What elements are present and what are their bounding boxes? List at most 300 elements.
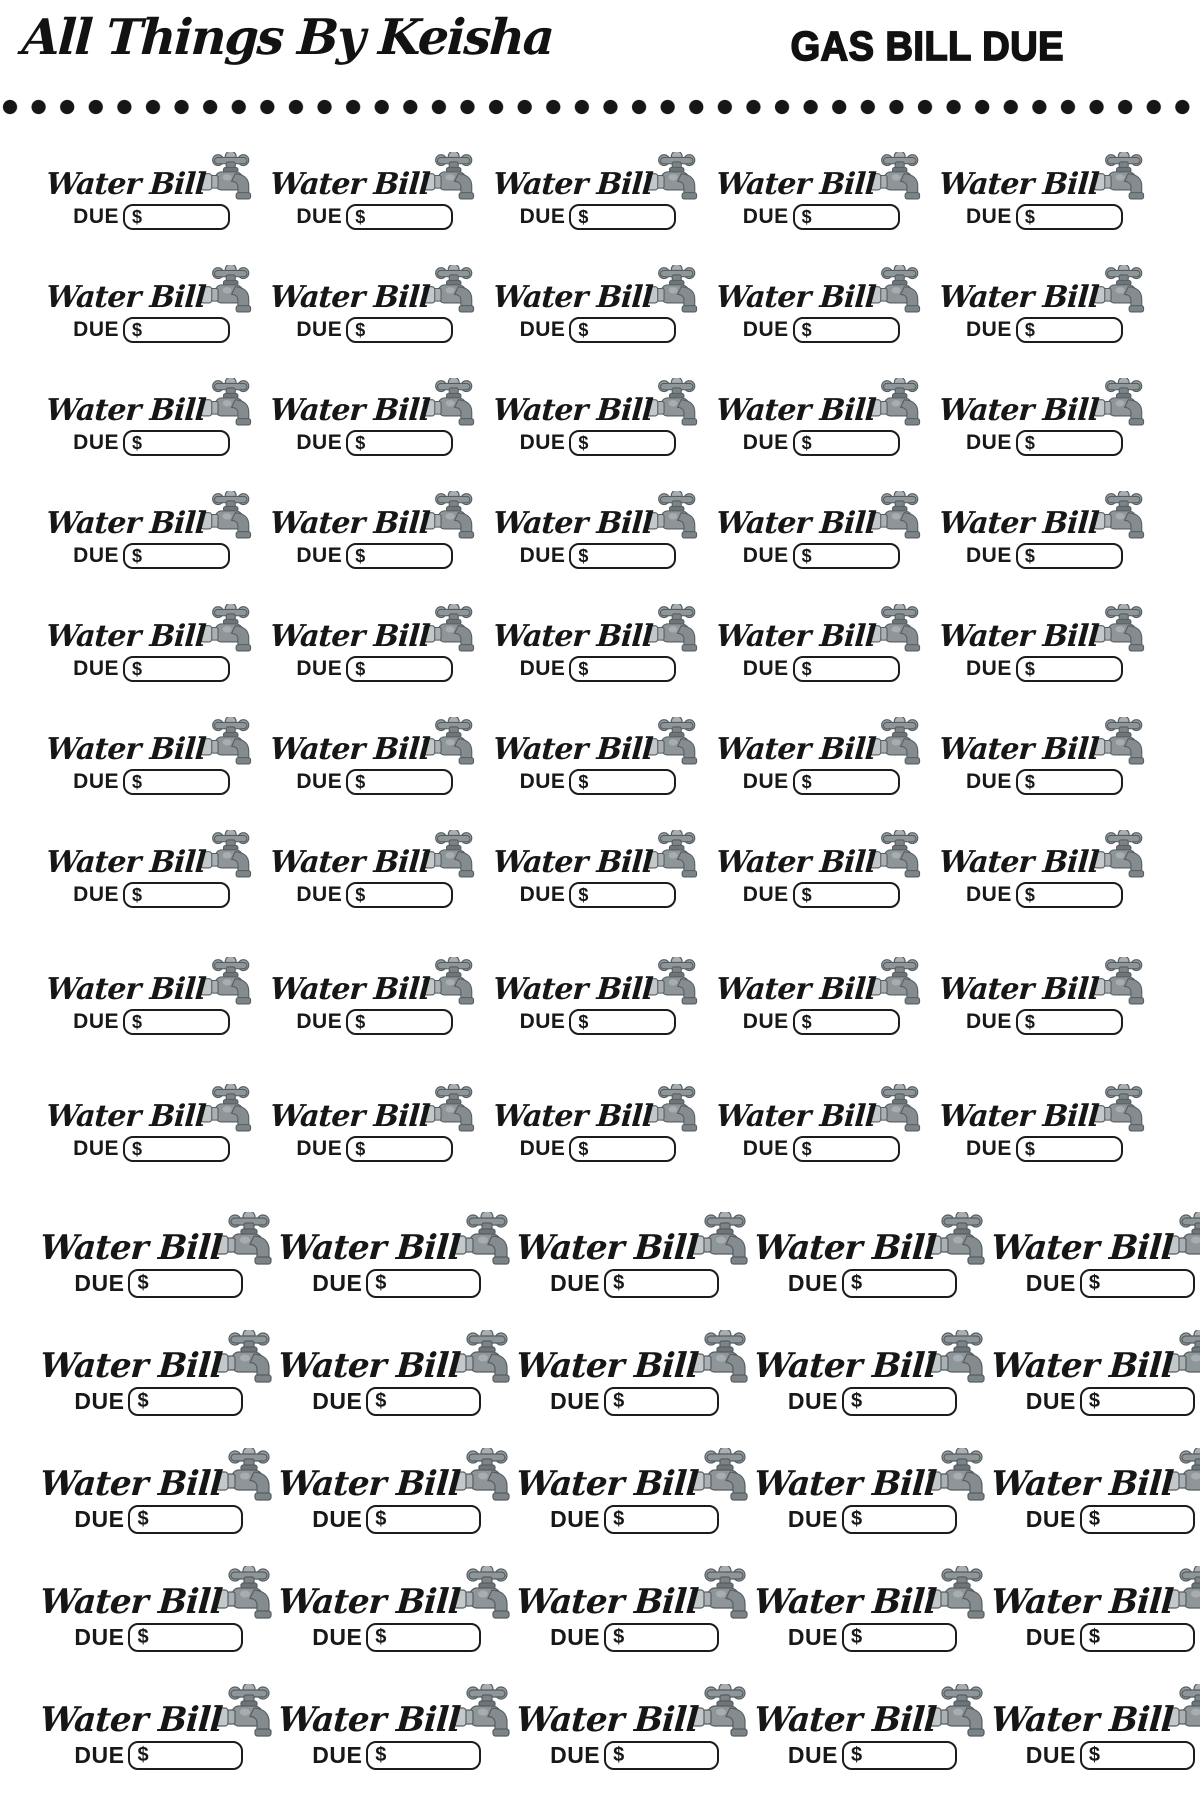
sticker-cell (40, 715, 263, 828)
sticker-title-line (716, 263, 926, 313)
currency-symbol: $ (355, 545, 366, 566)
sticker-label: Water Bill (276, 1700, 462, 1740)
sticker-label: Water Bill (45, 506, 207, 541)
water-bill-sticker (716, 1082, 926, 1162)
amount-box (793, 1136, 900, 1162)
amount-box (128, 1269, 243, 1298)
faucet-icon (690, 1448, 754, 1510)
due-label: DUE (519, 770, 566, 793)
sticker-label: Water Bill (714, 393, 877, 428)
sticker-due-line (1026, 1387, 1195, 1416)
due-label: DUE (74, 1742, 125, 1768)
sticker-due-line (743, 430, 900, 456)
currency-symbol: $ (355, 319, 366, 340)
sticker-due-line (73, 430, 230, 456)
sticker-due-line (74, 1741, 243, 1770)
sticker-cell (991, 1327, 1200, 1445)
sticker-label: Water Bill (491, 167, 654, 202)
sticker-row (40, 263, 1156, 376)
sticker-cell (933, 150, 1156, 263)
faucet-icon (422, 717, 480, 773)
sticker-row (40, 602, 1156, 715)
sticker-label: Water Bill (989, 1228, 1175, 1268)
amount-box (1080, 1505, 1195, 1534)
sticker-cell (40, 1563, 278, 1681)
water-bill-sticker (278, 1563, 516, 1652)
sticker-row (40, 1082, 1156, 1209)
sticker-title-line (989, 1445, 1200, 1504)
currency-symbol: $ (578, 206, 589, 227)
amount-box (793, 656, 900, 682)
sticker-due-line (743, 317, 900, 343)
water-bill-sticker (754, 1563, 992, 1652)
sticker-cell (486, 955, 709, 1082)
currency-symbol: $ (375, 1390, 387, 1412)
due-label: DUE (73, 205, 120, 228)
sticker-title-line (38, 1563, 278, 1622)
faucet-icon (199, 152, 257, 208)
currency-symbol: $ (1088, 1744, 1100, 1766)
water-bill-sticker (939, 150, 1149, 230)
sticker-title-line (939, 150, 1149, 200)
water-bill-sticker (991, 1327, 1200, 1416)
sticker-title-line (38, 1327, 278, 1386)
water-bill-sticker (716, 263, 926, 343)
faucet-icon (199, 378, 257, 434)
sticker-due-line (743, 543, 900, 569)
sticker-label: Water Bill (268, 732, 431, 767)
currency-symbol: $ (578, 1138, 589, 1159)
currency-symbol: $ (801, 884, 812, 905)
sticker-title-line (46, 489, 256, 539)
sticker-title-line (752, 1445, 992, 1504)
sticker-label: Water Bill (714, 167, 877, 202)
currency-symbol: $ (355, 206, 366, 227)
sticker-cell (486, 715, 709, 828)
currency-symbol: $ (132, 206, 143, 227)
amount-box (366, 1623, 481, 1652)
amount-box (1016, 1136, 1123, 1162)
due-label: DUE (965, 657, 1012, 680)
currency-symbol: $ (578, 545, 589, 566)
sticker-title-line (989, 1327, 1200, 1386)
sticker-due-line (966, 656, 1123, 682)
sheet-header (0, 0, 1200, 148)
sticker-cell (263, 489, 486, 602)
sticker-title-line (514, 1327, 754, 1386)
faucet-icon (868, 717, 926, 773)
due-label: DUE (742, 1137, 789, 1160)
water-bill-sticker (46, 602, 256, 682)
water-bill-sticker (40, 1681, 278, 1770)
sticker-cell (933, 489, 1156, 602)
sticker-due-line (74, 1623, 243, 1652)
water-bill-sticker (493, 828, 703, 908)
sticker-label: Water Bill (45, 1099, 207, 1134)
currency-symbol: $ (132, 1138, 143, 1159)
sticker-due-line (520, 1009, 677, 1035)
due-label: DUE (965, 431, 1012, 454)
faucet-icon (1092, 957, 1150, 1013)
water-bill-sticker (991, 1445, 1200, 1534)
sticker-cell (278, 1563, 516, 1681)
water-bill-sticker (270, 955, 480, 1035)
water-bill-sticker (40, 1445, 278, 1534)
currency-symbol: $ (850, 1272, 863, 1294)
amount-box (1016, 317, 1123, 343)
sticker-label: Water Bill (268, 167, 431, 202)
amount-box (569, 656, 676, 682)
water-bill-sticker (40, 1327, 278, 1416)
amount-box (842, 1269, 957, 1298)
due-label: DUE (550, 1742, 601, 1768)
sticker-due-line (296, 1009, 453, 1035)
sticker-title-line (270, 1082, 480, 1132)
sticker-title-line (493, 715, 703, 765)
currency-symbol: $ (1024, 658, 1035, 679)
sticker-due-line (743, 1136, 900, 1162)
sticker-label: Water Bill (989, 1464, 1175, 1504)
sticker-label: Water Bill (938, 506, 1100, 541)
sticker-title-line (939, 602, 1149, 652)
faucet-icon (645, 830, 703, 886)
due-label: DUE (787, 1742, 838, 1768)
sticker-label: Water Bill (989, 1582, 1175, 1622)
sticker-cell (710, 602, 933, 715)
faucet-icon (452, 1684, 516, 1746)
sticker-cell (278, 1445, 516, 1563)
water-bill-sticker (716, 489, 926, 569)
sticker-cell (486, 1082, 709, 1209)
water-bill-sticker (493, 150, 703, 230)
amount-box (569, 1009, 676, 1035)
sticker-due-line (966, 430, 1123, 456)
sticker-label: Water Bill (268, 506, 431, 541)
sticker-label: Water Bill (491, 619, 654, 654)
sticker-row (38, 1445, 1175, 1563)
sticker-title-line (716, 489, 926, 539)
amount-box (604, 1741, 719, 1770)
water-bill-sticker (493, 376, 703, 456)
currency-symbol: $ (801, 319, 812, 340)
faucet-icon (1092, 152, 1150, 208)
sticker-due-line (520, 543, 677, 569)
currency-symbol: $ (355, 1138, 366, 1159)
due-label: DUE (312, 1270, 363, 1296)
water-bill-sticker (991, 1563, 1200, 1652)
sticker-due-line (788, 1741, 957, 1770)
currency-symbol: $ (613, 1390, 625, 1412)
sticker-cell (710, 715, 933, 828)
currency-symbol: $ (1024, 432, 1035, 453)
currency-symbol: $ (613, 1744, 625, 1766)
sticker-row (40, 828, 1156, 955)
water-bill-sticker (46, 1082, 256, 1162)
sticker-row (38, 1209, 1175, 1327)
due-label: DUE (550, 1270, 601, 1296)
due-label: DUE (312, 1624, 363, 1650)
water-bill-sticker (493, 1082, 703, 1162)
sticker-due-line (966, 1009, 1123, 1035)
sticker-title-line (493, 150, 703, 200)
due-label: DUE (550, 1624, 601, 1650)
sticker-label: Water Bill (752, 1582, 937, 1622)
due-label: DUE (965, 205, 1012, 228)
faucet-icon (645, 717, 703, 773)
due-label: DUE (312, 1506, 363, 1532)
currency-symbol: $ (137, 1508, 149, 1530)
sticker-title-line (716, 1082, 926, 1132)
currency-symbol: $ (355, 771, 366, 792)
sticker-due-line (743, 656, 900, 682)
faucet-icon (645, 265, 703, 321)
sticker-cell (40, 489, 263, 602)
due-label: DUE (550, 1388, 601, 1414)
sticker-grid (0, 148, 1200, 1799)
sticker-label: Water Bill (989, 1700, 1175, 1740)
sticker-cell (933, 602, 1156, 715)
currency-symbol: $ (355, 884, 366, 905)
faucet-icon (690, 1330, 754, 1392)
sticker-cell (754, 1445, 992, 1563)
currency-symbol: $ (801, 1011, 812, 1032)
sticker-cell (754, 1327, 992, 1445)
due-label: DUE (73, 1010, 120, 1033)
faucet-icon (927, 1448, 991, 1510)
faucet-icon (927, 1684, 991, 1746)
sticker-label: Water Bill (268, 1099, 431, 1134)
due-label: DUE (296, 1137, 343, 1160)
due-label: DUE (965, 318, 1012, 341)
sticker-label: Water Bill (752, 1346, 937, 1386)
sticker-due-line (743, 769, 900, 795)
sticker-title-line (752, 1327, 992, 1386)
amount-box (604, 1387, 719, 1416)
sticker-cell (933, 263, 1156, 376)
sticker-due-line (296, 543, 453, 569)
sticker-label: Water Bill (45, 732, 207, 767)
sticker-cell (263, 376, 486, 489)
amount-box (346, 656, 453, 682)
sticker-label: Water Bill (45, 167, 207, 202)
sticker-cell (991, 1681, 1200, 1799)
sticker-label: Water Bill (276, 1582, 462, 1622)
faucet-icon (690, 1212, 754, 1274)
sticker-due-line (743, 204, 900, 230)
currency-symbol: $ (1024, 1138, 1035, 1159)
faucet-icon (422, 1084, 480, 1140)
water-bill-sticker (939, 602, 1149, 682)
currency-symbol: $ (132, 884, 143, 905)
sticker-due-line (550, 1741, 719, 1770)
due-label: DUE (742, 205, 789, 228)
sticker-label: Water Bill (714, 845, 877, 880)
currency-symbol: $ (1024, 1011, 1035, 1032)
sticker-label: Water Bill (714, 1099, 877, 1134)
sticker-title-line (716, 150, 926, 200)
faucet-icon (452, 1330, 516, 1392)
sticker-due-line (788, 1623, 957, 1652)
sticker-title-line (276, 1209, 516, 1268)
water-bill-sticker (40, 1209, 278, 1298)
sticker-title-line (939, 715, 1149, 765)
sticker-title-line (38, 1209, 278, 1268)
due-label: DUE (965, 1010, 1012, 1033)
sticker-cell (516, 1445, 754, 1563)
due-label: DUE (73, 770, 120, 793)
water-bill-sticker (278, 1445, 516, 1534)
faucet-icon (452, 1212, 516, 1274)
due-label: DUE (519, 1137, 566, 1160)
water-bill-sticker (270, 263, 480, 343)
currency-symbol: $ (375, 1626, 387, 1648)
faucet-icon (422, 491, 480, 547)
currency-symbol: $ (1024, 884, 1035, 905)
sticker-due-line (788, 1387, 957, 1416)
sticker-due-line (1026, 1269, 1195, 1298)
amount-box (128, 1741, 243, 1770)
water-bill-sticker (939, 955, 1149, 1035)
sticker-label: Water Bill (45, 619, 207, 654)
sticker-cell (991, 1563, 1200, 1681)
due-label: DUE (312, 1388, 363, 1414)
faucet-icon (868, 152, 926, 208)
water-bill-sticker (716, 602, 926, 682)
sticker-cell (486, 263, 709, 376)
due-label: DUE (73, 657, 120, 680)
sticker-cell (486, 602, 709, 715)
due-label: DUE (296, 205, 343, 228)
sticker-title-line (514, 1681, 754, 1740)
sticker-label: Water Bill (514, 1700, 699, 1740)
sticker-label: Water Bill (491, 845, 654, 880)
sticker-title-line (38, 1445, 278, 1504)
amount-box (128, 1623, 243, 1652)
sticker-label: Water Bill (268, 972, 431, 1007)
amount-box (569, 769, 676, 795)
due-label: DUE (73, 431, 120, 454)
sticker-due-line (73, 543, 230, 569)
currency-symbol: $ (613, 1508, 625, 1530)
currency-symbol: $ (1024, 319, 1035, 340)
sticker-title-line (493, 1082, 703, 1132)
sticker-cell (710, 955, 933, 1082)
sticker-title-line (276, 1681, 516, 1740)
sticker-cell (933, 376, 1156, 489)
amount-box (123, 317, 230, 343)
due-label: DUE (73, 544, 120, 567)
faucet-icon (1092, 491, 1150, 547)
sticker-cell (933, 1082, 1156, 1209)
sticker-label: Water Bill (714, 972, 877, 1007)
sticker-title-line (939, 489, 1149, 539)
amount-box (123, 656, 230, 682)
sticker-due-line (550, 1387, 719, 1416)
water-bill-sticker (270, 489, 480, 569)
water-bill-sticker (516, 1327, 754, 1416)
faucet-icon (1092, 830, 1150, 886)
faucet-icon (645, 491, 703, 547)
sticker-label: Water Bill (714, 280, 877, 315)
sticker-title-line (493, 489, 703, 539)
amount-box (366, 1269, 481, 1298)
water-bill-sticker (46, 263, 256, 343)
sticker-due-line (73, 656, 230, 682)
sticker-label: Water Bill (938, 1099, 1100, 1134)
due-label: DUE (742, 318, 789, 341)
amount-box (604, 1269, 719, 1298)
sticker-title-line (270, 715, 480, 765)
sticker-cell (40, 1082, 263, 1209)
due-label: DUE (296, 883, 343, 906)
sticker-cell (710, 489, 933, 602)
sticker-row (38, 1563, 1175, 1681)
faucet-icon (868, 1084, 926, 1140)
faucet-icon (645, 378, 703, 434)
sticker-label: Water Bill (514, 1464, 699, 1504)
amount-box (128, 1505, 243, 1534)
sticker-due-line (743, 882, 900, 908)
due-label: DUE (965, 1137, 1012, 1160)
sticker-due-line (312, 1387, 481, 1416)
sticker-cell (278, 1681, 516, 1799)
sticker-due-line (1026, 1623, 1195, 1652)
water-bill-sticker (516, 1445, 754, 1534)
sticker-due-line (296, 1136, 453, 1162)
currency-symbol: $ (375, 1744, 387, 1766)
sticker-title-line (276, 1445, 516, 1504)
amount-box (1016, 543, 1123, 569)
due-label: DUE (296, 770, 343, 793)
amount-box (1016, 769, 1123, 795)
currency-symbol: $ (801, 545, 812, 566)
amount-box (123, 543, 230, 569)
sticker-label: Water Bill (491, 972, 654, 1007)
sticker-due-line (788, 1269, 957, 1298)
due-label: DUE (519, 883, 566, 906)
amount-box (1016, 430, 1123, 456)
faucet-icon (645, 1084, 703, 1140)
amount-box (604, 1505, 719, 1534)
sticker-cell (516, 1209, 754, 1327)
due-label: DUE (519, 657, 566, 680)
currency-symbol: $ (132, 658, 143, 679)
sticker-label: Water Bill (268, 393, 431, 428)
sticker-label: Water Bill (714, 506, 877, 541)
water-bill-sticker (46, 715, 256, 795)
sticker-due-line (520, 430, 677, 456)
sticker-due-line (550, 1623, 719, 1652)
water-bill-sticker (278, 1681, 516, 1770)
sticker-due-line (520, 882, 677, 908)
sticker-due-line (74, 1269, 243, 1298)
sticker-label: Water Bill (938, 393, 1100, 428)
sticker-title-line (989, 1681, 1200, 1740)
sticker-cell (991, 1209, 1200, 1327)
due-label: DUE (519, 205, 566, 228)
currency-symbol: $ (850, 1744, 863, 1766)
amount-box (346, 769, 453, 795)
sticker-due-line (296, 430, 453, 456)
sticker-cell (263, 1082, 486, 1209)
sticker-label: Water Bill (938, 167, 1100, 202)
due-label: DUE (742, 770, 789, 793)
sticker-title-line (46, 150, 256, 200)
sticker-due-line (966, 882, 1123, 908)
amount-box (1080, 1387, 1195, 1416)
currency-symbol: $ (355, 1011, 366, 1032)
water-bill-sticker (46, 150, 256, 230)
